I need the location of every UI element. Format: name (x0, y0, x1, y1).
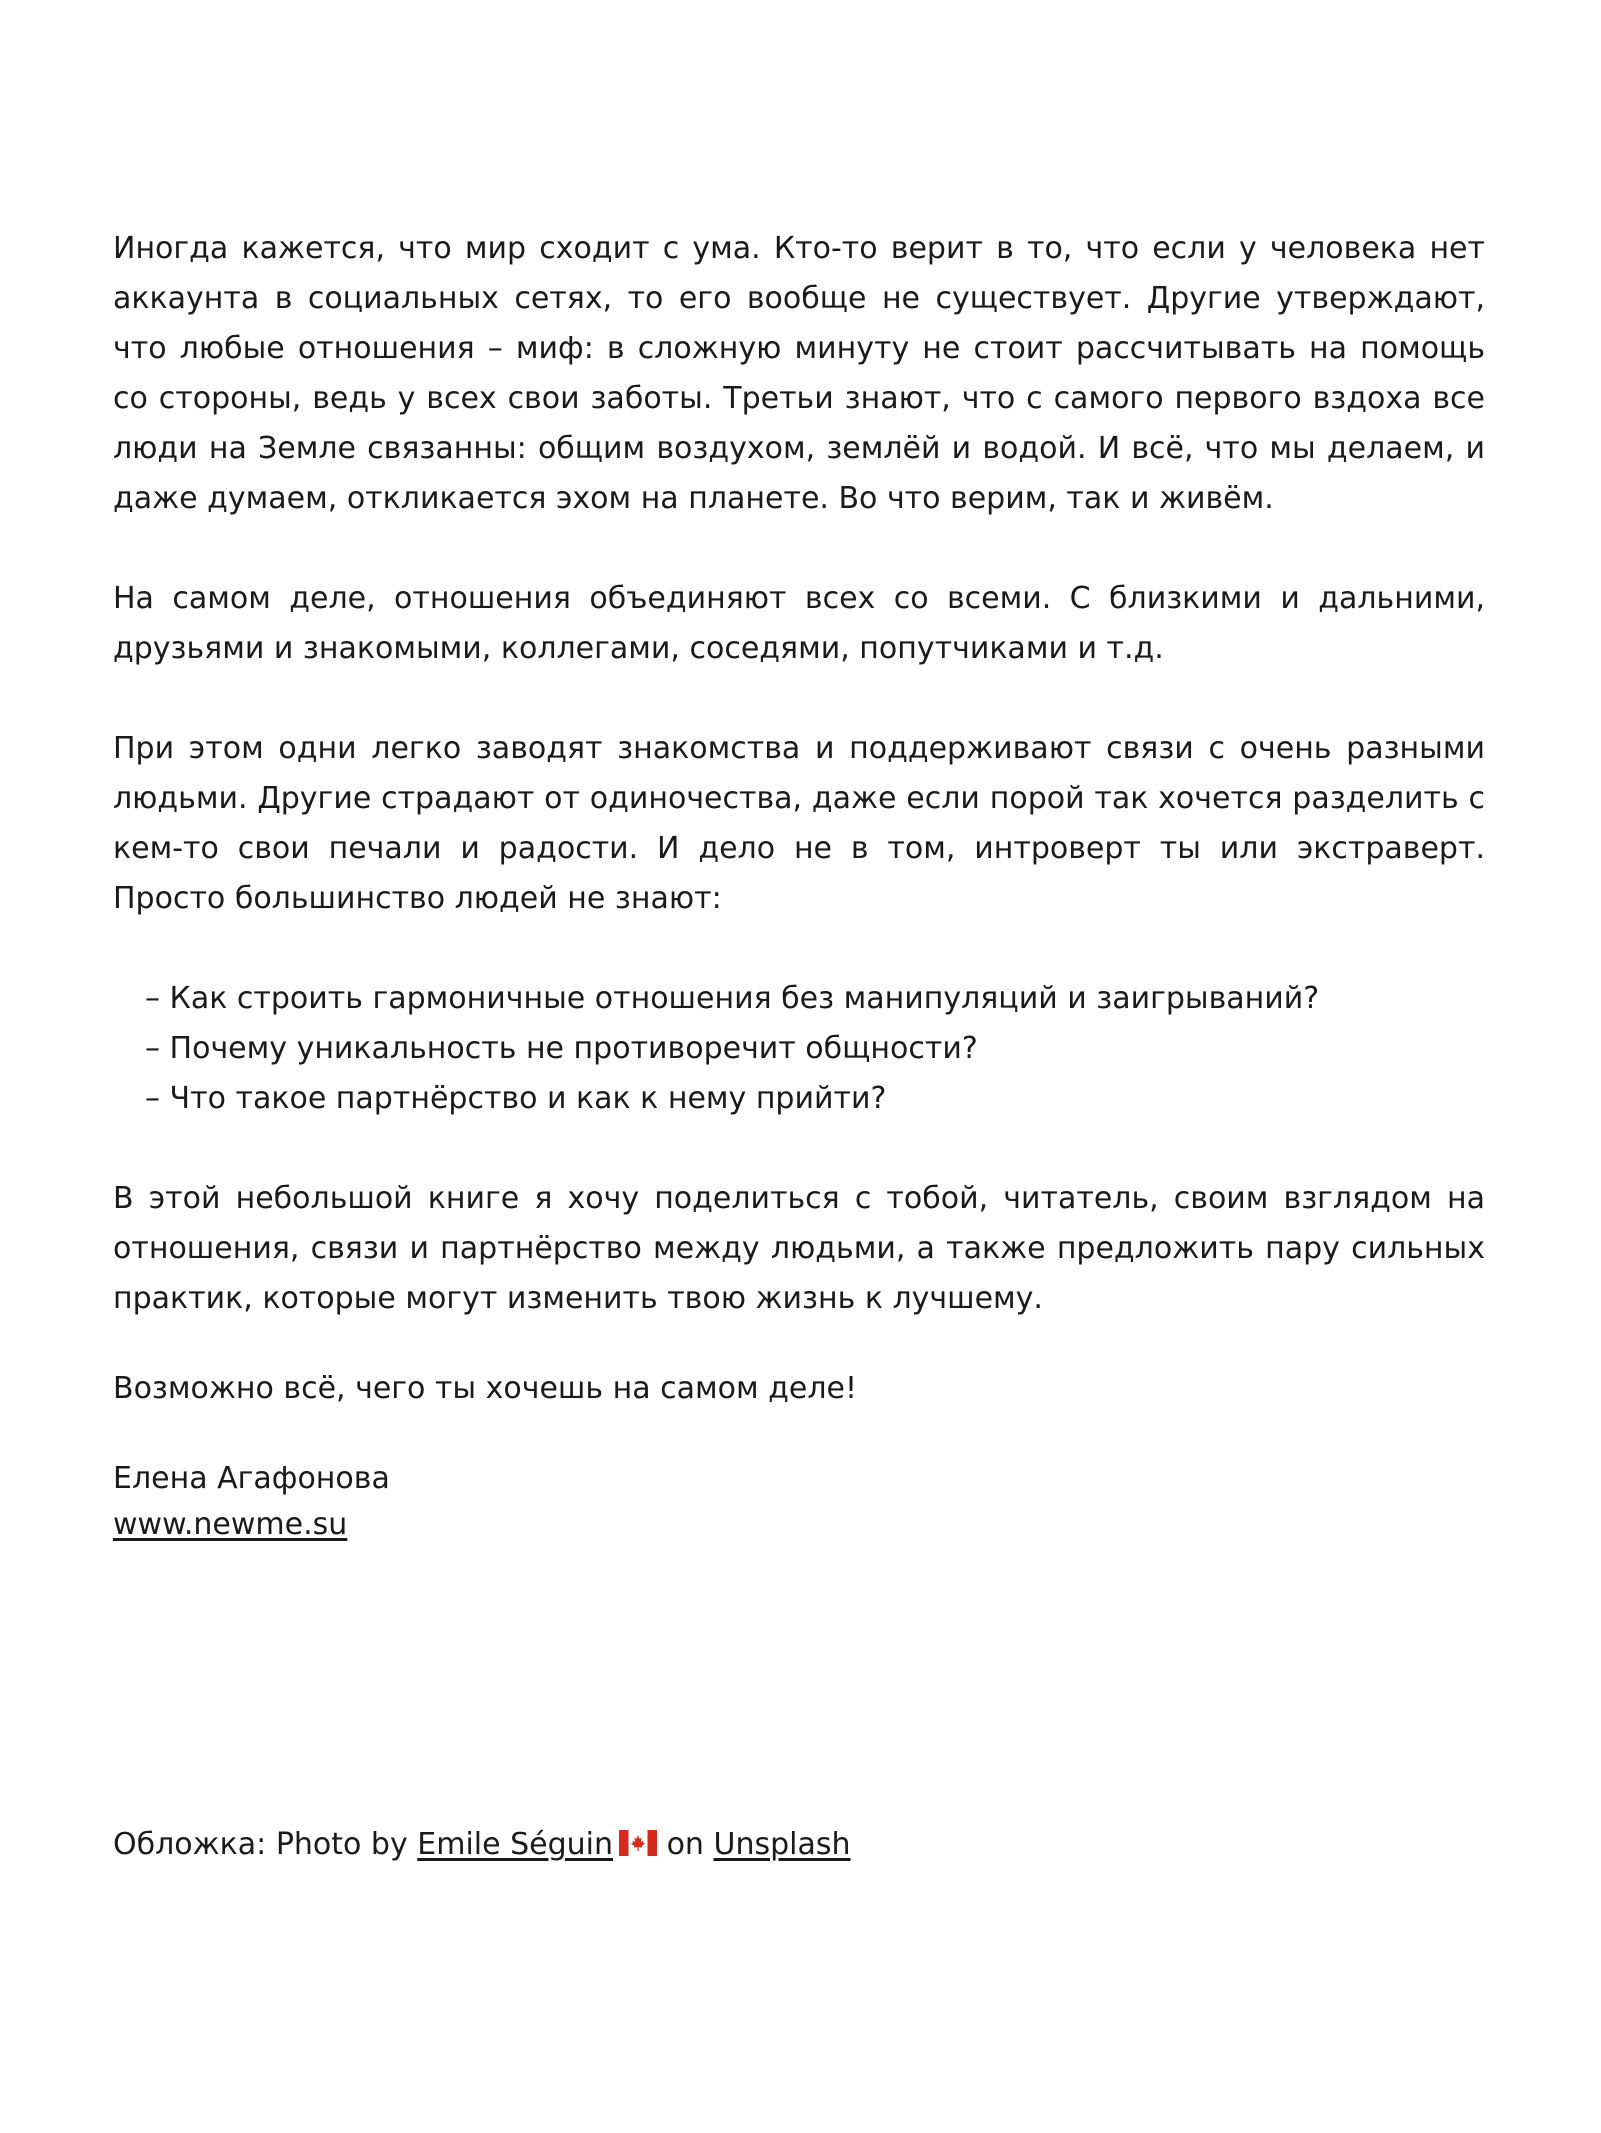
connections-paragraph: При этом одни легко заводят знакомства и поддерживают связи с очень разными людьми. Другие страдают от одиночества, даже если порой так хочется разделить с кем-то свои печали и радости. И дело не в том, интроверт ты или экстраверт. Просто большинство людей не знают: (113, 731, 1485, 916)
closing-line: Возможно всё, чего ты хочешь на самом деле! (113, 1371, 858, 1406)
list-item: – Как строить гармоничные отношения без манипуляций и заигрываний? (145, 974, 1485, 1024)
relationships-paragraph: На самом деле, отношения объединяют всех со всеми. С близкими и дальними, друзьями и знакомыми, коллегами, соседями, попутчиками и т.д. (113, 581, 1485, 666)
author-website-link[interactable]: www.newme.su (113, 1507, 348, 1542)
list-item: – Почему уникальность не противоречит общности? (145, 1024, 1485, 1074)
book-purpose-paragraph: В этой небольшой книге я хочу поделиться с тобой, читатель, своим взглядом на отношения, связи и партнёрство между людьми, а также предложить пару сильных практик, которые могут изменить твою жизнь к лучшему. (113, 1181, 1485, 1316)
unsplash-link[interactable]: Unsplash (713, 1827, 851, 1862)
intro-paragraph: Иногда кажется, что мир сходит с ума. Кто-то верит в то, что если у человека нет аккаунта в социальных сетях, то его вообще не существует. Другие утверждают, что любые отношения – миф: в сложную минуту не стоит рассчитывать на помощь со стороны, ведь у всех свои заботы. Третьи знают, что с самого первого вздоха все люди на Земле связанны: общим воздухом, землёй и водой. И всё, что мы делаем, и даже думаем, откликается эхом на планете. Во что верим, так и живём. (113, 231, 1485, 516)
credits-prefix: Обложка: Photo by (113, 1827, 408, 1862)
credits-middle: on (666, 1827, 704, 1862)
cover-credits (113, 1820, 851, 1870)
author-website-line (113, 1502, 1485, 1548)
photographer-link[interactable] (417, 1827, 657, 1862)
questions-list (145, 974, 1485, 1124)
list-item: – Что такое партнёрство и как к нему прийти? (145, 1074, 1485, 1124)
document-body (113, 224, 1485, 1548)
photographer-name: Emile Séguin (417, 1827, 614, 1862)
author-name: Елена Агафонова (113, 1461, 390, 1496)
canada-flag-icon (619, 1830, 657, 1856)
